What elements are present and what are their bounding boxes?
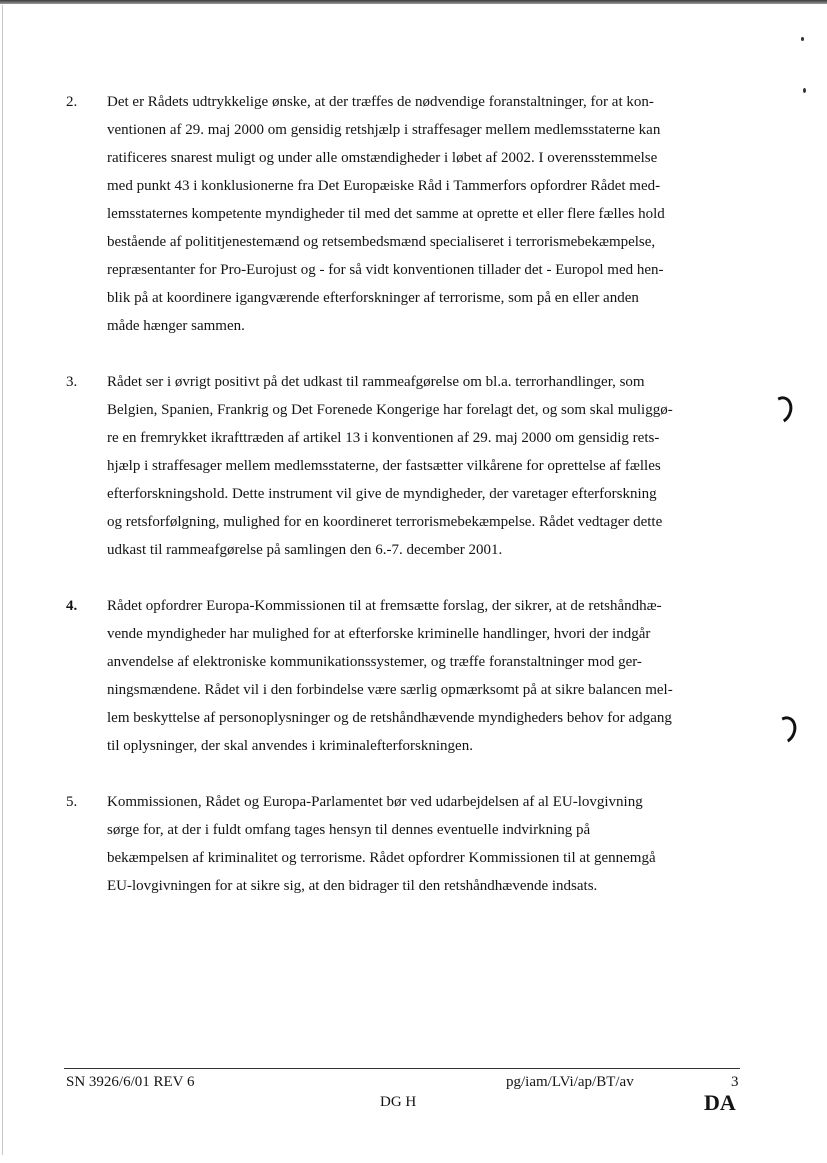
item-text <box>107 368 737 564</box>
item-text <box>107 88 737 340</box>
text-line: Rådet ser i øvrigt positivt på det udkast til rammeafgørelse om bl.a. terrorhandlinger, som <box>107 374 645 390</box>
scan-top-rule <box>0 0 827 4</box>
text-line: lem beskyttelse af personoplysninger og de retshåndhævende myndigheders behov for adgang <box>107 710 672 726</box>
author-initials: pg/iam/LVi/ap/BT/av <box>506 1074 634 1090</box>
item-number: 4. <box>66 598 78 614</box>
text-line: ningsmændene. Rådet vil i den forbindelse være særlig opmærksomt på at sikre balancen mel- <box>107 682 673 698</box>
document-reference: SN 3926/6/01 REV 6 <box>66 1074 195 1090</box>
footer-rule <box>64 1068 740 1069</box>
text-line: efterforskningshold. Dette instrument vil give de myndigheder, der varetager efterforskning <box>107 486 657 502</box>
text-line: lemsstaternes kompetente myndigheder til med det samme at oprette et eller flere fælles hold <box>107 206 665 222</box>
text-line: anvendelse af elektroniske kommunikationssystemer, og træffe foranstaltninger mod ger- <box>107 654 642 670</box>
text-line: Rådet opfordrer Europa-Kommissionen til at fremsætte forslag, der sikrer, at de retshåndhæ- <box>107 598 662 614</box>
item-number: 5. <box>66 794 78 810</box>
language-code: DA <box>704 1090 736 1115</box>
scan-left-edge <box>2 5 3 1155</box>
text-line: bekæmpelsen af kriminalitet og terrorisme. Rådet opfordrer Kommissionen til at gennemgå <box>107 850 656 866</box>
text-line: Kommissionen, Rådet og Europa-Parlamentet bør ved udarbejdelsen af al EU-lovgivning <box>107 794 643 810</box>
text-line: og retsforfølgning, mulighed for en koordineret terrorismebekæmpelse. Rådet vedtager dette <box>107 514 663 530</box>
item-number: 2. <box>66 94 78 110</box>
text-line: ratificeres snarest muligt og under alle omstændigheder i løbet af 2002. I overensstemmelse <box>107 150 658 166</box>
text-line: sørge for, at der i fuldt omfang tages hensyn til dennes eventuelle indvirkning på <box>107 822 591 838</box>
text-line: re en fremrykket ikrafttræden af artikel 13 i konventionen af 29. maj 2000 om gensidig rets- <box>107 430 660 446</box>
text-line: ventionen af 29. maj 2000 om gensidig retshjælp i straffesager mellem medlemsstaterne kan <box>107 122 661 138</box>
text-line: hjælp i straffesager mellem medlemsstaterne, der fastsætter vilkårene for oprettelse af fælles <box>107 458 661 474</box>
item-text <box>107 788 737 900</box>
punch-hole-mark <box>766 393 796 427</box>
text-line: Det er Rådets udtrykkelige ønske, at der træffes de nødvendige foranstaltninger, for at kon- <box>107 94 654 110</box>
item-text <box>107 592 737 760</box>
text-line: med punkt 43 i konklusionerne fra Det Europæiske Råd i Tammerfors opfordrer Rådet med- <box>107 178 661 194</box>
text-line: måde hænger sammen. <box>107 318 245 334</box>
text-line: bestående af polititjenestemænd og retsembedsmænd specialiseret i terrorismebekæmpelse, <box>107 234 656 250</box>
text-line: blik på at koordinere igangværende efterforskninger af terrorisme, som på en eller anden <box>107 290 639 306</box>
scan-speck <box>801 37 804 41</box>
text-line: vende myndigheder har mulighed for at efterforske kriminelle handlinger, hvori der indgår <box>107 626 651 642</box>
text-line: udkast til rammeafgørelse på samlingen den 6.-7. december 2001. <box>107 542 503 558</box>
punch-hole-mark <box>770 713 800 747</box>
text-line: EU-lovgivningen for at sikre sig, at den bidrager til den retshåndhævende indsats. <box>107 878 598 894</box>
text-line: Belgien, Spanien, Frankrig og Det Forenede Kongerige har forelagt det, og som skal muliggø- <box>107 402 673 418</box>
page-number: 3 <box>731 1074 739 1090</box>
text-line: til oplysninger, der skal anvendes i kriminalefterforskningen. <box>107 738 473 754</box>
text-line: repræsentanter for Pro-Eurojust og - for så vidt konventionen tillader det - Europol med hen- <box>107 262 664 278</box>
item-number: 3. <box>66 374 78 390</box>
directorate-label: DG H <box>380 1094 417 1110</box>
scan-speck <box>803 88 806 93</box>
